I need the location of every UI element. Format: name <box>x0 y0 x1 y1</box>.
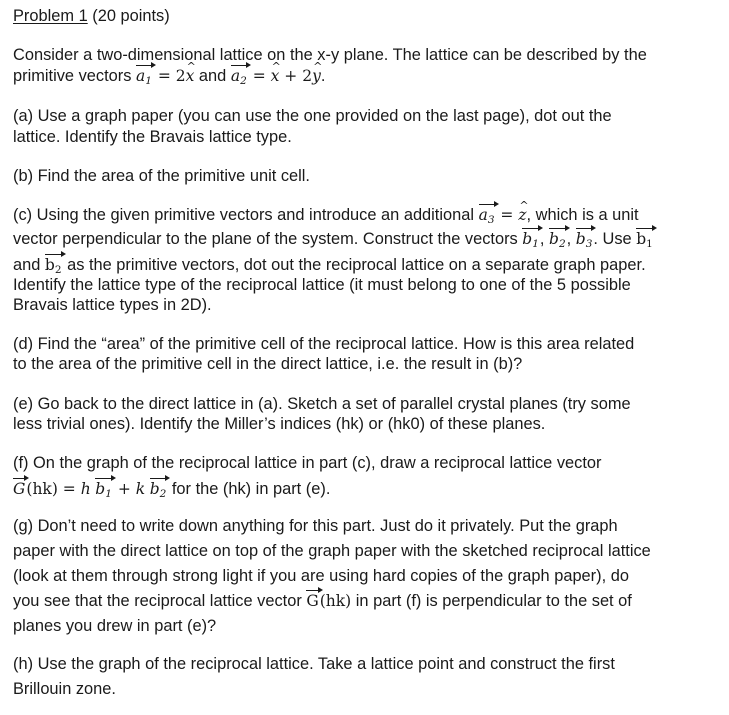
part-g-line-4 <box>13 591 632 611</box>
a1-symbol: a <box>135 67 146 85</box>
vector-b2 <box>549 229 567 249</box>
b2-use-symbol: b <box>44 256 55 274</box>
part-a-line-2: lattice. Identify the Bravais lattice type. <box>13 128 292 146</box>
part-f-line-1: (f) On the graph of the reciprocal lattice in part (c), draw a reciprocal lattice vector <box>13 454 602 472</box>
b1-subscript: 1 <box>532 238 539 250</box>
G-g-argument: (hk) <box>319 592 352 610</box>
a3-equals: = <box>495 206 519 224</box>
part-g-text-post: in part (f) is perpendicular to the set of <box>351 592 632 610</box>
part-c-and: and <box>13 256 45 274</box>
vector-G: G <box>13 480 26 498</box>
b3-symbol: b <box>575 230 586 248</box>
part-c-line-5: Bravais lattice types in 2D). <box>13 296 212 314</box>
part-c-use: . Use <box>593 230 637 248</box>
b2-symbol: b <box>549 230 559 248</box>
k-coefficient: k <box>135 480 146 498</box>
intro-line-2 <box>13 66 325 86</box>
a2-equals: = <box>247 67 271 85</box>
G-equals: = <box>57 480 81 498</box>
part-g-line-2: paper with the direct lattice on top of the graph paper with the sketched reciprocal lattice <box>13 542 651 560</box>
comma-1: , <box>539 230 550 248</box>
vector-f-b2 <box>150 479 168 499</box>
b1-symbol: b <box>522 230 533 248</box>
vector-a1 <box>136 66 153 86</box>
a3-symbol: a <box>478 206 488 224</box>
part-h-line-2: Brillouin zone. <box>13 680 116 698</box>
b2-subscript: 2 <box>558 238 566 250</box>
f-b2-subscript: 2 <box>159 488 167 500</box>
part-c-line-1 <box>13 205 639 225</box>
vector-b2-use <box>45 255 63 275</box>
comma-2: , <box>566 230 576 248</box>
part-c-tail-1: , which is a unit <box>526 206 639 224</box>
part-e-line-1: (e) Go back to the direct lattice in (a). Sketch a set of parallel crystal planes (try some <box>13 395 631 413</box>
part-c-line-2 <box>13 229 654 249</box>
y-hat: ^ y <box>312 66 321 86</box>
part-d-line-2: to the area of the primitive cell in the direct lattice, i.e. the result in (b)? <box>13 355 523 373</box>
a2-plus: + 2 <box>279 67 313 85</box>
part-c-text-1: (c) Using the given primitive vectors and introduce an additional <box>13 206 479 224</box>
problem-heading <box>13 6 170 26</box>
part-g-line-3: (look at them through strong light if you are using hard copies of the graph paper), do <box>13 567 629 585</box>
part-d-line-1: (d) Find the “area” of the primitive cell of the reciprocal lattice. How is this area related <box>13 335 635 353</box>
G-plus: + <box>112 480 136 498</box>
vector-a3 <box>479 205 496 225</box>
intro-and: and <box>194 67 231 85</box>
part-c-line-3 <box>13 255 646 275</box>
part-c-text-3: as the primitive vectors, dot out the reciprocal lattice on a separate graph paper. <box>62 256 646 274</box>
x-hat-2: ^ x <box>271 66 280 86</box>
vector-f-b1 <box>95 479 113 499</box>
vector-b1-use <box>636 229 654 249</box>
z-hat: ^ z <box>518 205 526 225</box>
part-c-line-4: Identify the lattice type of the reciprocal lattice (it must belong to one of the 5 possible <box>13 276 631 294</box>
h-coefficient: h <box>80 480 91 498</box>
part-b-line-1: (b) Find the area of the primitive unit cell. <box>13 167 310 185</box>
problem-title: Problem 1 <box>13 7 88 25</box>
a2-subscript: 2 <box>240 75 247 87</box>
a1-equals: = 2 <box>152 67 186 85</box>
part-g-line-1: (g) Don’t need to write down anything for this part. Just do it privately. Put the graph <box>13 517 618 535</box>
G-argument: (hk) <box>26 480 58 498</box>
part-c-text-2: vector perpendicular to the plane of the system. Construct the vectors <box>13 230 523 248</box>
a1-subscript: 1 <box>145 75 152 87</box>
f-b2-symbol: b <box>149 480 160 498</box>
b2-use-subscript: 2 <box>54 264 62 276</box>
f-b1-symbol: b <box>95 480 106 498</box>
vector-G-g: G <box>306 592 319 610</box>
f-b1-subscript: 1 <box>105 488 112 500</box>
a3-subscript: 3 <box>487 214 495 226</box>
intro-period: . <box>320 67 326 85</box>
part-g-line-5: planes you drew in part (e)? <box>13 617 217 635</box>
part-e-line-2: less trivial ones). Identify the Miller’s indices (hk) or (hk0) of these planes. <box>13 415 546 433</box>
part-h-line-1: (h) Use the graph of the reciprocal lattice. Take a lattice point and construct the first <box>13 655 615 673</box>
vector-b1 <box>522 229 540 249</box>
part-g-text-pre: you see that the reciprocal lattice vector <box>13 592 307 610</box>
part-a-line-1: (a) Use a graph paper (you can use the one provided on the last page), dot out the <box>13 107 612 125</box>
x-hat-1: ^ x <box>186 66 195 86</box>
part-f-tail: for the (hk) in part (e). <box>167 480 331 498</box>
b3-subscript: 3 <box>585 238 593 250</box>
b1-use-symbol: b <box>636 230 647 248</box>
vector-a2 <box>231 66 248 86</box>
intro-text: primitive vectors <box>13 67 136 85</box>
a2-symbol: a <box>230 67 241 85</box>
intro-line-1: Consider a two-dimensional lattice on the x-y plane. The lattice can be described by the <box>13 46 647 64</box>
part-f-line-2 <box>13 479 330 499</box>
vector-b3 <box>576 229 594 249</box>
b1-use-subscript: 1 <box>646 238 653 250</box>
problem-points: (20 points) <box>87 7 170 25</box>
